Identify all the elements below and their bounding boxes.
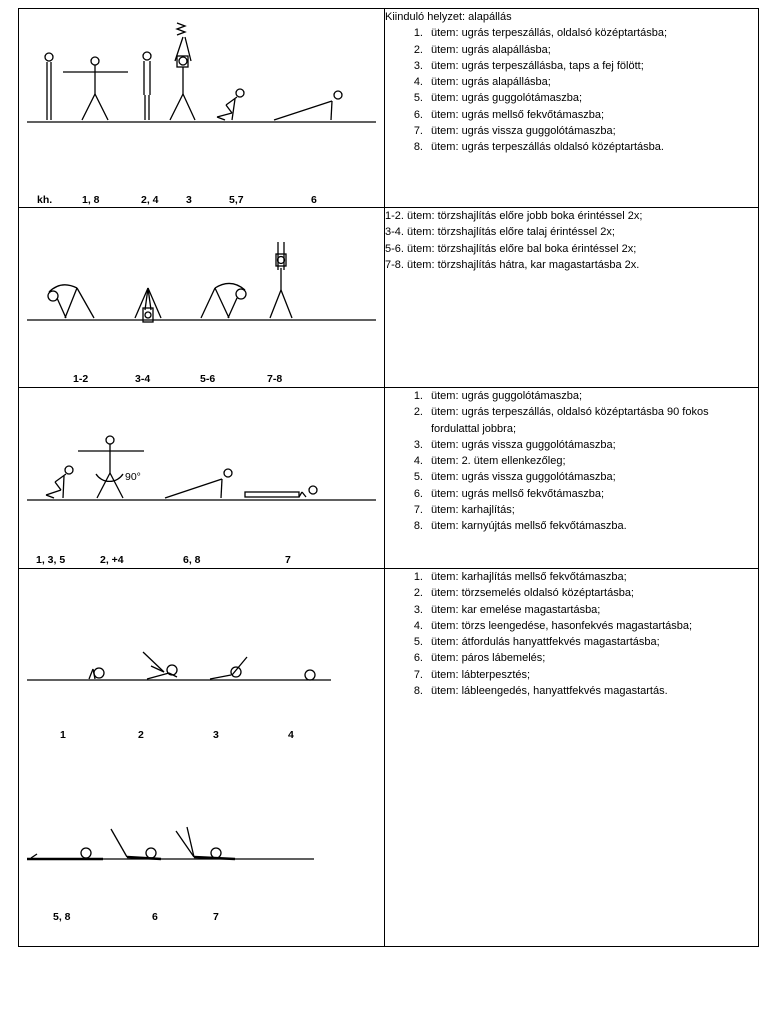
description-cell-1 — [385, 9, 759, 208]
caption: 6, 8 — [183, 554, 201, 566]
description-cell-2 — [385, 208, 759, 388]
exercise-table — [18, 8, 759, 947]
description-line: 5-6. ütem: törzshajlítás előre bal boka érintéssel 2x; — [385, 242, 637, 255]
caption: 4 — [288, 729, 294, 741]
step-item: 7. ütem: karhajlítás; — [413, 504, 515, 517]
captions-row-3 — [19, 554, 384, 568]
figure-kh — [45, 53, 53, 120]
step-item: 8. ütem: karnyújtás mellső fekvőtámaszba. — [413, 520, 627, 533]
caption: 6 — [152, 911, 158, 923]
description-cell-3 — [385, 388, 759, 569]
figure-7 — [245, 486, 317, 497]
caption: 1-2 — [73, 373, 89, 385]
step-item: 4. ütem: ugrás alapállásba; — [413, 76, 551, 89]
figure-2-4plus — [78, 436, 144, 498]
figure-3-4 — [135, 288, 161, 322]
figure-5-6 — [201, 283, 246, 318]
caption: 7-8 — [267, 373, 283, 385]
caption: 1, 3, 5 — [36, 554, 66, 566]
step-item: 6. ütem: páros lábemelés; — [413, 652, 546, 665]
caption: 3 — [186, 194, 192, 206]
step-item: 8. ütem: ugrás terpeszállás oldalsó középtartásba. — [413, 141, 664, 154]
figure-cell-2 — [19, 208, 385, 388]
step-item: 7. ütem: ugrás vissza guggolótámaszba; — [413, 125, 616, 138]
figure-prone-3 — [210, 657, 247, 679]
figure-supine-4 — [305, 670, 315, 680]
step-item: 7. ütem: lábterpesztés; — [413, 668, 531, 681]
step-item: 1. ütem: ugrás terpeszállás, oldalsó középtartásba; — [413, 27, 668, 40]
figure-6-8 — [165, 469, 232, 498]
captions-row-4-bottom — [19, 911, 384, 925]
stick-figures-3 — [19, 388, 384, 569]
figure-supine-7 — [176, 827, 235, 859]
angle-label: 90° — [125, 471, 141, 483]
description-line: 3-4. ütem: törzshajlítás előre talaj érintéssel 2x; — [385, 226, 615, 239]
figure-cell-4 — [19, 569, 385, 947]
description-line: 7-8. ütem: törzshajlítás hátra, kar magastartásba 2x. — [385, 258, 640, 271]
step-item: 2. ütem: törzsemelés oldalsó középtartásba; — [413, 587, 634, 600]
caption: 5,7 — [229, 194, 244, 206]
figure-1-8 — [63, 57, 128, 120]
step-item: 5. ütem: átfordulás hanyattfekvés magastartásba; — [413, 636, 660, 649]
caption: 1, 8 — [82, 194, 100, 206]
figure-3 — [170, 23, 195, 120]
step-item: 8. ütem: lábleengedés, hanyattfekvés magastartás. — [413, 685, 668, 698]
step-item: 2. ütem: ugrás alapállásba; — [413, 43, 551, 56]
caption: 5, 8 — [53, 911, 71, 923]
step-item: 3. ütem: ugrás terpeszállásba, taps a fej fölött; — [413, 59, 644, 72]
figure-6 — [274, 91, 342, 120]
caption: 2, +4 — [100, 554, 124, 566]
step-item: 1. ütem: ugrás guggolótámaszba; — [413, 390, 583, 402]
step-item: 5. ütem: ugrás vissza guggolótámaszba; — [413, 471, 616, 484]
exercise-row-1 — [19, 9, 759, 208]
step-item: 1. ütem: karhajlítás mellső fekvőtámaszba; — [413, 571, 627, 583]
figure-supine-5-8 — [27, 848, 103, 859]
caption: 7 — [285, 554, 291, 566]
figure-7-8 — [270, 242, 292, 318]
caption: 6 — [311, 194, 317, 206]
figure-prone-2 — [143, 652, 177, 679]
exercise-row-3 — [19, 388, 759, 569]
stick-figures-1 — [19, 9, 384, 208]
figure-2-4 — [143, 52, 151, 120]
step-item: 5. ütem: ugrás guggolótámaszba; — [413, 92, 583, 105]
caption: 7 — [213, 911, 219, 923]
step-item: 4. ütem: törzs leengedése, hasonfekvés magastartásba; — [413, 619, 693, 632]
step-item: 3. ütem: ugrás vissza guggolótámaszba; — [413, 438, 616, 451]
figure-1-3-5 — [46, 466, 73, 498]
caption: 5-6 — [200, 373, 216, 385]
figure-supine-6 — [111, 829, 161, 859]
caption: 3-4 — [135, 373, 151, 385]
figure-cell-1 — [19, 9, 385, 208]
step-item: 4. ütem: 2. ütem ellenkezőleg; — [413, 455, 566, 468]
captions-row-2 — [19, 373, 384, 387]
captions-row-1 — [19, 194, 384, 208]
caption: 2, 4 — [141, 194, 159, 206]
figure-5-7 — [217, 89, 244, 120]
captions-row-4-top — [19, 729, 384, 743]
exercise-row-2 — [19, 208, 759, 388]
caption: 2 — [138, 729, 144, 741]
description-cell-4 — [385, 569, 759, 947]
step-list — [385, 25, 758, 155]
step-list — [385, 569, 758, 699]
figure-prone-1 — [89, 668, 104, 679]
intro-text: Kiinduló helyzet: alapállás — [385, 11, 512, 23]
caption: 3 — [213, 729, 219, 741]
figure-cell-3 — [19, 388, 385, 569]
step-item: 6. ütem: ugrás mellső fekvőtámaszba; — [413, 108, 605, 121]
description-line: 1-2. ütem: törzshajlítás előre jobb boka érintéssel 2x; — [385, 210, 643, 222]
caption: 1 — [60, 729, 66, 741]
caption: kh. — [37, 194, 53, 206]
step-item: 2. ütem: ugrás terpeszállás, oldalsó középtartásba 90 fokos fordulattal jobbra; — [413, 406, 709, 435]
stick-figures-2 — [19, 208, 384, 388]
step-item: 6. ütem: ugrás mellső fekvőtámaszba; — [413, 487, 605, 500]
exercise-row-4 — [19, 569, 759, 947]
step-item: 3. ütem: kar emelése magastartásba; — [413, 603, 601, 616]
figure-1-2 — [48, 285, 94, 318]
stick-figures-4 — [19, 569, 384, 947]
step-list — [385, 388, 758, 535]
